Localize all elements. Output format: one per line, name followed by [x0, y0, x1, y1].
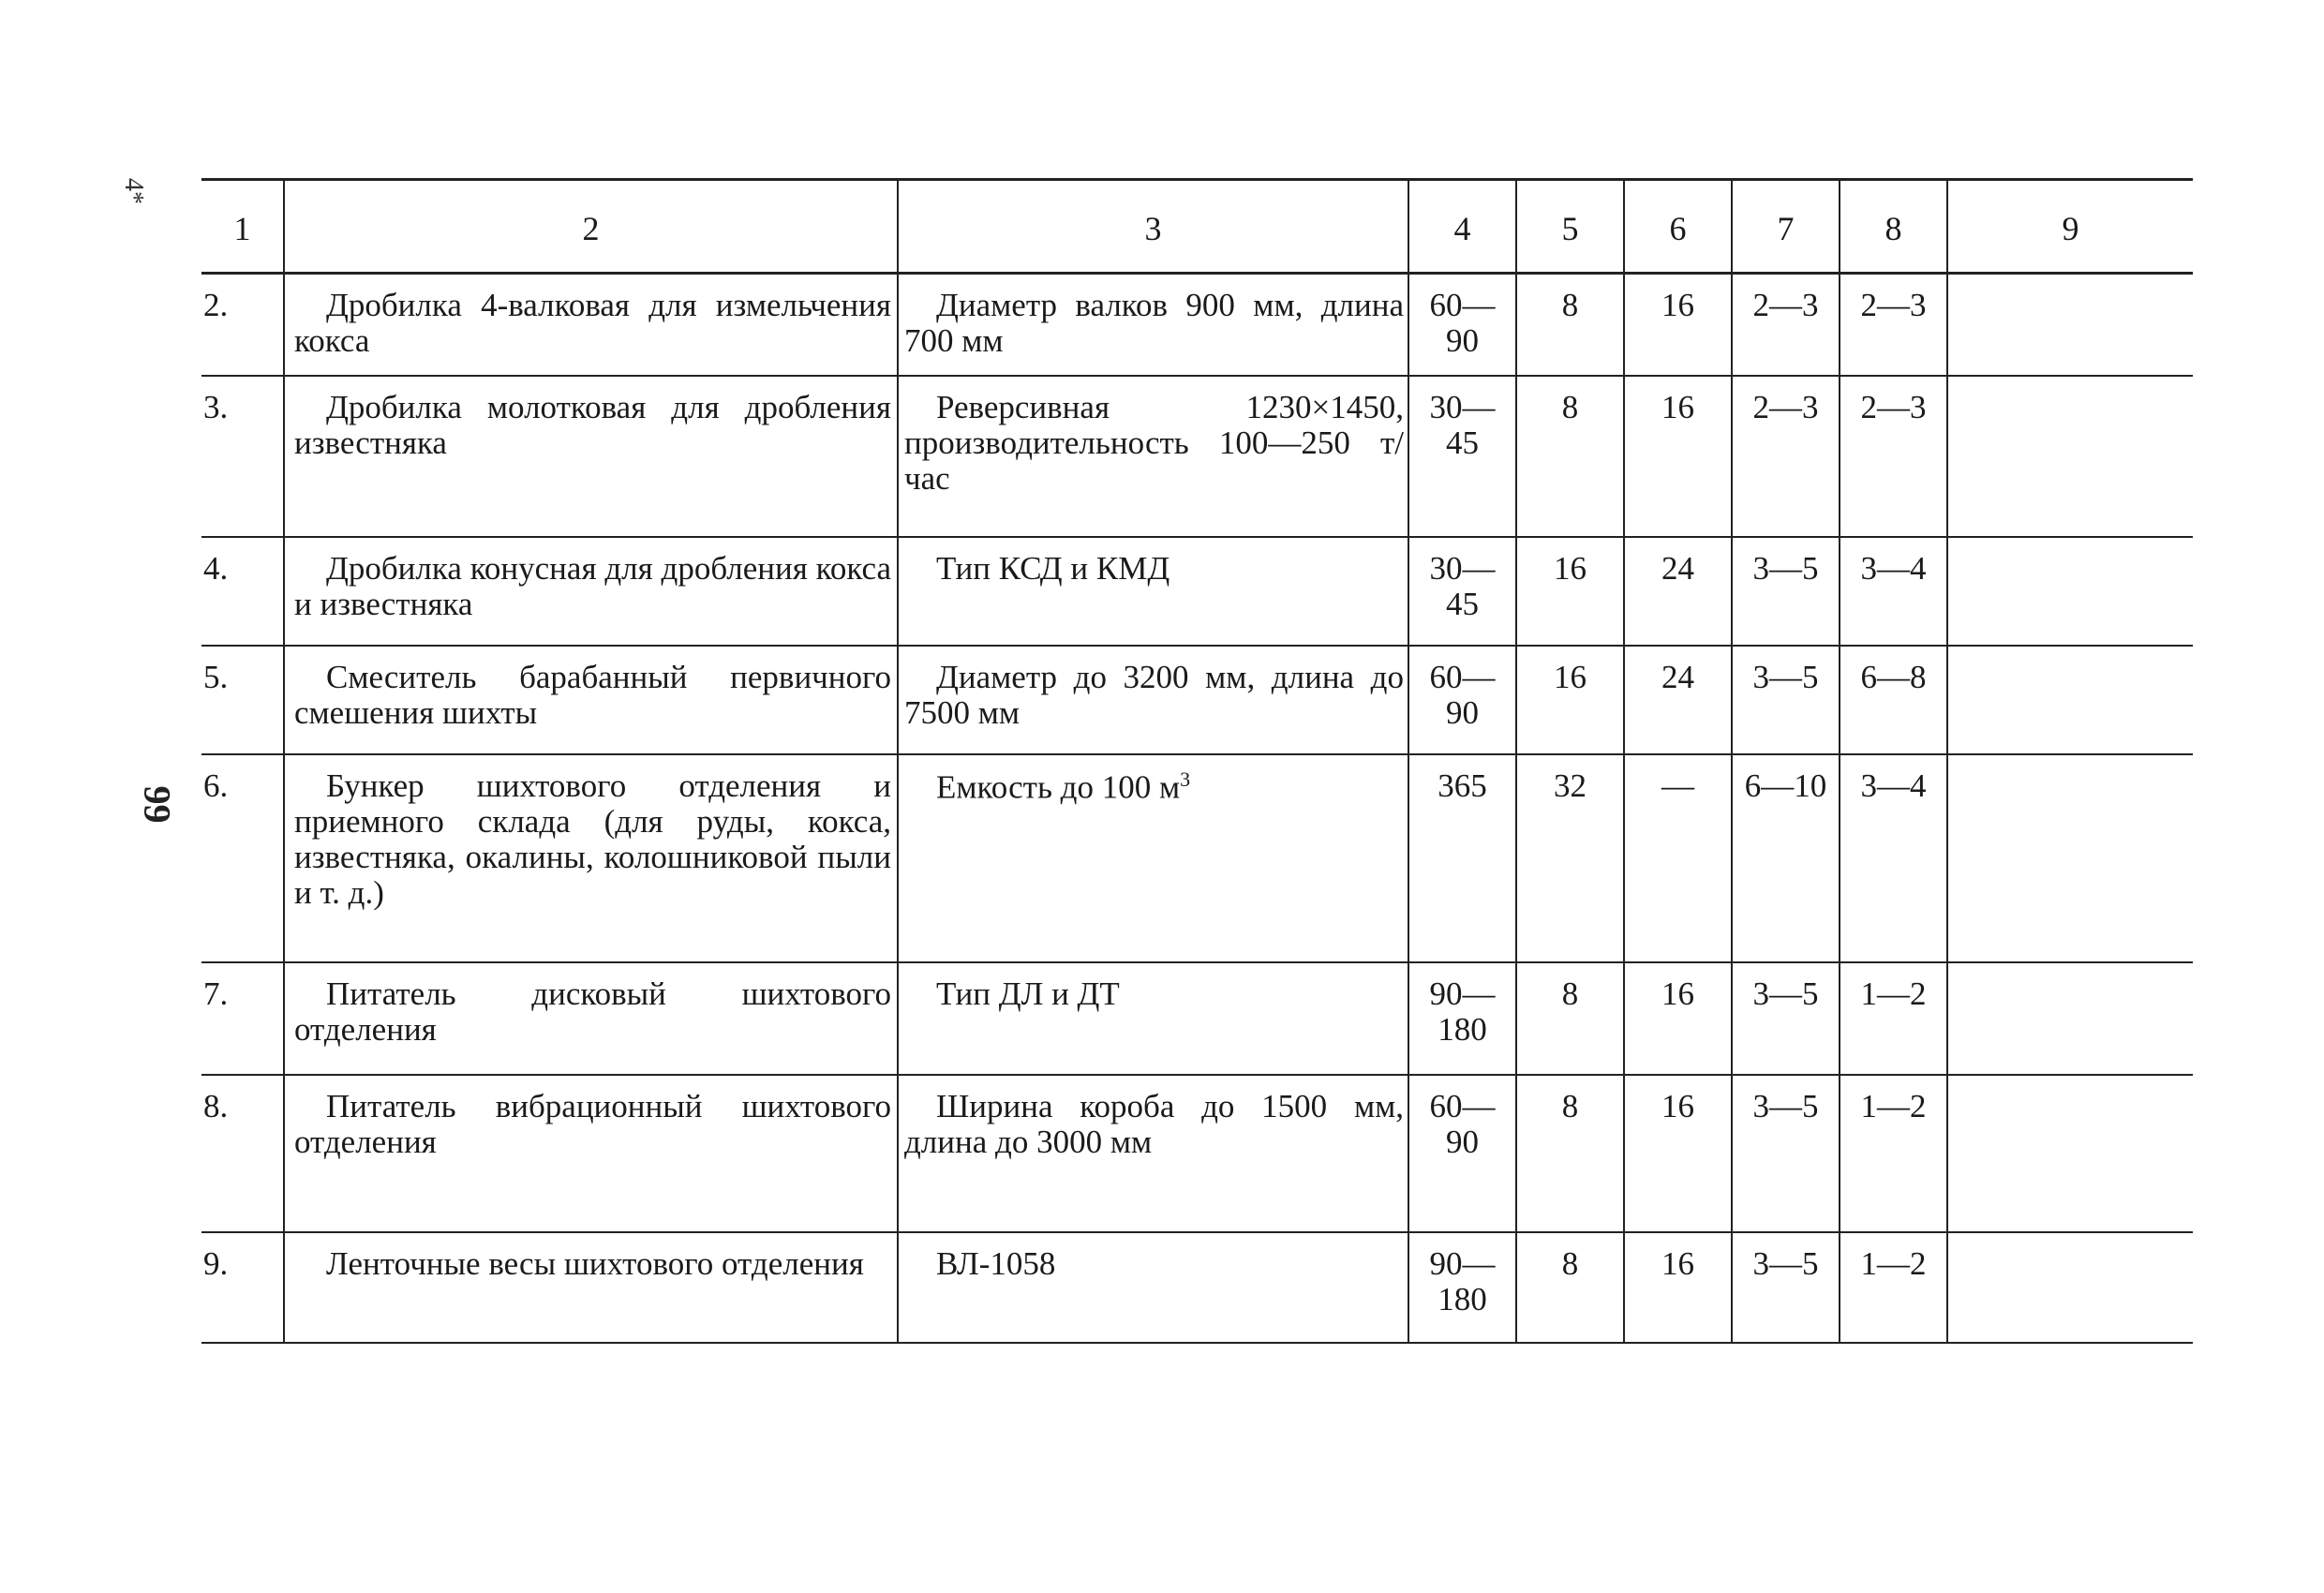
equipment-name: Смеситель барабанный первичного смешения шихты [284, 646, 898, 754]
column-header-6: 6 [1624, 180, 1732, 274]
cell-col5: 32 [1516, 754, 1624, 962]
cell-col6: — [1624, 754, 1732, 962]
cell-col6: 16 [1624, 376, 1732, 537]
table-row [201, 646, 2193, 754]
cell-col7: 3—5 [1732, 646, 1840, 754]
cell-col6: 16 [1624, 1075, 1732, 1232]
row-number: 7. [203, 975, 229, 1013]
cell-col8: 1—2 [1840, 1232, 1947, 1343]
cell-col4: 60—90 [1408, 646, 1516, 754]
cell-col9 [1947, 1075, 2193, 1232]
row-number: 2. [203, 286, 229, 323]
cell-col4: 365 [1408, 754, 1516, 962]
cell-col5: 8 [1516, 273, 1624, 376]
cell-col9 [1947, 1232, 2193, 1343]
cell-col7: 2—3 [1732, 273, 1840, 376]
table-row [201, 754, 2193, 962]
column-header-3: 3 [898, 180, 1408, 274]
column-header-5: 5 [1516, 180, 1624, 274]
cell-col7: 2—3 [1732, 376, 1840, 537]
cell-col4: 90—180 [1408, 1232, 1516, 1343]
page-number: 99 [136, 785, 179, 824]
equipment-spec: Емкость до 100 $м^3$ [898, 754, 1408, 962]
cell-col7: 3—5 [1732, 1232, 1840, 1343]
cell-col9 [1947, 273, 2193, 376]
table-row [201, 376, 2193, 537]
column-header-7: 7 [1732, 180, 1840, 274]
equipment-name: Дробилка конусная для дробления кокса и известняка [284, 537, 898, 646]
equipment-spec: Тип ДЛ и ДТ [898, 962, 1408, 1075]
equipment-spec: Реверсивная 1230×1450, производительность 100—250 т/час [898, 376, 1408, 537]
cell-col9 [1947, 754, 2193, 962]
cell-col5: 16 [1516, 537, 1624, 646]
column-header-2: 2 [284, 180, 898, 274]
row-number: 6. [203, 767, 229, 805]
cell-col7: 3—5 [1732, 962, 1840, 1075]
cell-col8: 1—2 [1840, 1075, 1947, 1232]
equipment-spec: Диаметр валков 900 мм, длина 700 мм [898, 273, 1408, 376]
cell-col4: 30—45 [1408, 537, 1516, 646]
cell-col6: 16 [1624, 962, 1732, 1075]
cell-col8: 1—2 [1840, 962, 1947, 1075]
cell-col7: 6—10 [1732, 754, 1840, 962]
table-row [201, 962, 2193, 1075]
table-row [201, 273, 2193, 376]
equipment-spec: ВЛ-1058 [898, 1232, 1408, 1343]
equipment-spec: Тип КСД и КМД [898, 537, 1408, 646]
row-number: 4. [203, 550, 229, 588]
cell-col4: 60—90 [1408, 1075, 1516, 1232]
table-row [201, 537, 2193, 646]
cell-col7: 3—5 [1732, 537, 1840, 646]
column-header-4: 4 [1408, 180, 1516, 274]
cell-col4: 60—90 [1408, 273, 1516, 376]
table-row [201, 1075, 2193, 1232]
equipment-name: Питатель дисковый шихтового отделения [284, 962, 898, 1075]
cell-col9 [1947, 646, 2193, 754]
column-header-1: 1 [201, 180, 284, 274]
cell-col5: 8 [1516, 962, 1624, 1075]
row-number: 5. [203, 659, 229, 696]
cell-col7: 3—5 [1732, 1075, 1840, 1232]
cell-col8: 3—4 [1840, 754, 1947, 962]
cell-col8: 2—3 [1840, 273, 1947, 376]
cell-col5: 8 [1516, 1232, 1624, 1343]
cell-col6: 16 [1624, 1232, 1732, 1343]
equipment-name: Питатель вибрационный шихтового отделения [284, 1075, 898, 1232]
row-number: 3. [203, 389, 229, 426]
equipment-spec: Ширина короба до 1500 мм, длина до 3000 мм [898, 1075, 1408, 1232]
equipment-spec: Диаметр до 3200 мм, длина до 7500 мм [898, 646, 1408, 754]
table-row [201, 1232, 2193, 1343]
cell-col6: 16 [1624, 273, 1732, 376]
superscript: 3 [1180, 767, 1191, 792]
equipment-name: Дробилка молотковая для дробления известняка [284, 376, 898, 537]
equipment-name: Ленточные весы шихтового отделения [284, 1232, 898, 1343]
row-number: 8. [203, 1088, 229, 1125]
cell-col8: 2—3 [1840, 376, 1947, 537]
equipment-name: Дробилка 4-валковая для измельчения кокса [284, 273, 898, 376]
column-header-8: 8 [1840, 180, 1947, 274]
cell-col6: 24 [1624, 646, 1732, 754]
equipment-table [201, 178, 2193, 1344]
cell-col8: 6—8 [1840, 646, 1947, 754]
cell-col4: 90—180 [1408, 962, 1516, 1075]
cell-col8: 3—4 [1840, 537, 1947, 646]
cell-col9 [1947, 537, 2193, 646]
column-header-9: 9 [1947, 180, 2193, 274]
cell-col4: 30—45 [1408, 376, 1516, 537]
cell-col9 [1947, 962, 2193, 1075]
cell-col6: 24 [1624, 537, 1732, 646]
corner-mark: 4* [119, 178, 148, 204]
cell-col5: 8 [1516, 376, 1624, 537]
equipment-name: Бункер шихтового отделения и приемного склада (для руды, кокса, известняка, окалины, колошниковой пыли и т. д.) [284, 754, 898, 962]
cell-col5: 8 [1516, 1075, 1624, 1232]
cell-col5: 16 [1516, 646, 1624, 754]
cell-col9 [1947, 376, 2193, 537]
header-row [201, 180, 2193, 274]
row-number: 9. [203, 1245, 229, 1283]
